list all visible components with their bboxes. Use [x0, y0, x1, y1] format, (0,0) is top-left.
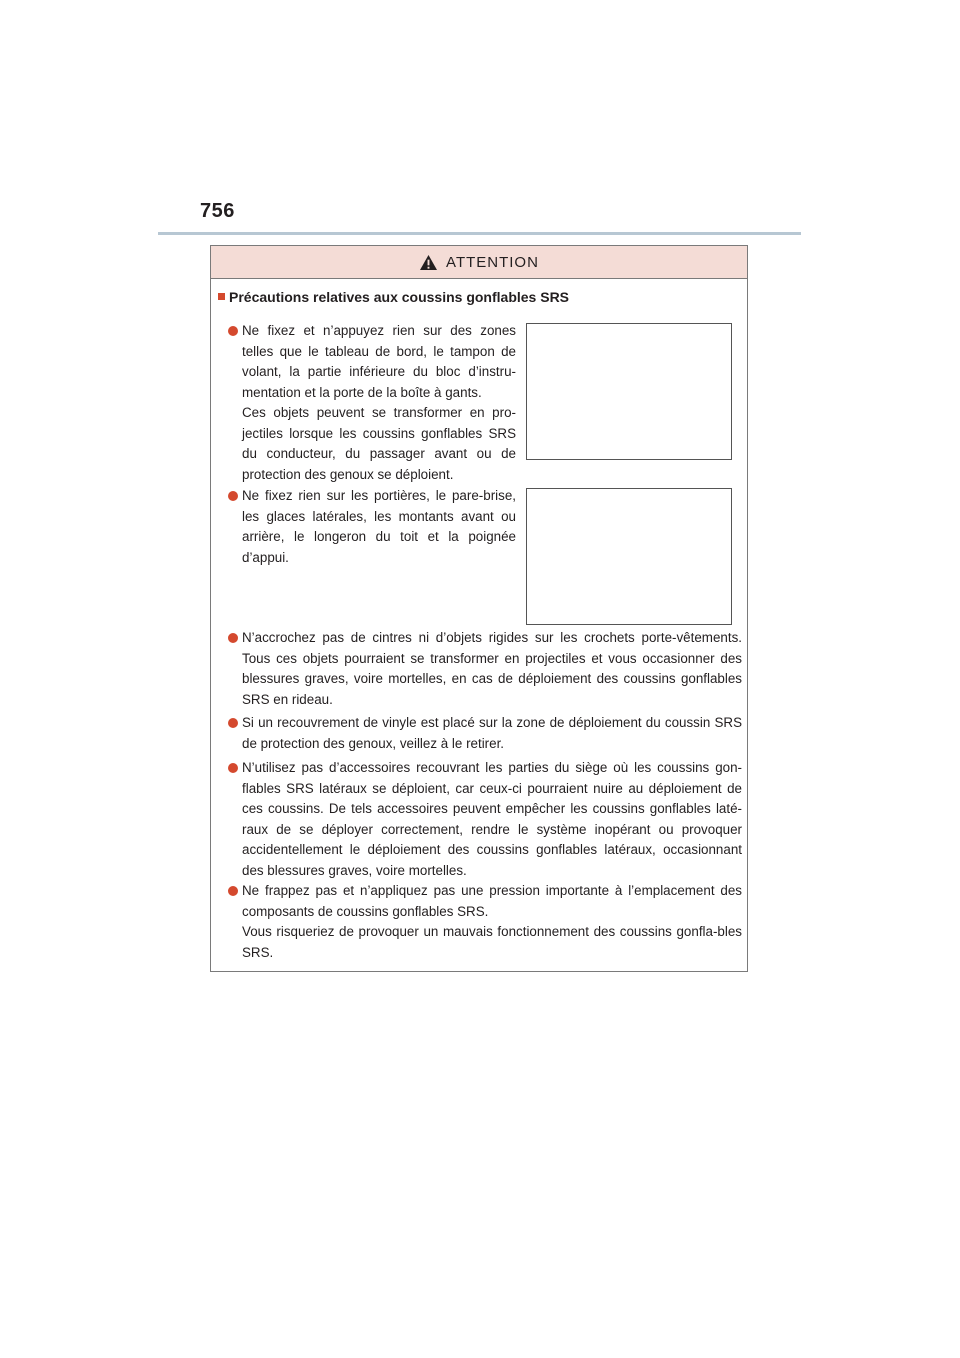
bullet-dot-icon: [228, 491, 238, 501]
bullet-item: [228, 881, 742, 963]
bullet-paragraph: Ne fixez et n’appuyez rien sur des zones telles que le tableau de bord, le tampon de volant, la partie inférieure du bloc d’instru-mentation et la porte de la boîte à gants.: [242, 323, 516, 400]
attention-header: [211, 246, 747, 279]
page-number: 756: [200, 200, 235, 222]
bullet-paragraph: Ne frappez pas et n’appliquez pas une pression importante à l’emplacement des composants de coussins gonflables SRS.: [242, 883, 742, 919]
bullet-paragraph: N’utilisez pas d’accessoires recouvrant les parties du siège où les coussins gon-flables SRS latéraux se déploient, car ceux-ci pourraient nuire au déploiement de ces coussins. De tels accessoires peuvent empêcher les coussins gonflables laté-raux de se déployer correctement, rendre le système inopérant ou provoquer accidentellement le déploiement des coussins gonflables latéraux, occasionnant des blessures graves, voire mortelles.: [242, 760, 742, 878]
warning-triangle-icon: [419, 254, 438, 271]
bullet-paragraph: Vous risqueriez de provoquer un mauvais fonctionnement des coussins gonfla-bles SRS.: [242, 924, 742, 960]
illustration-dashboard: [526, 323, 732, 460]
bullet-item: [228, 758, 742, 881]
header-rule: [158, 232, 801, 235]
bullet-item: [228, 321, 516, 485]
illustration-interior: [526, 488, 732, 625]
bullet-dot-icon: [228, 718, 238, 728]
bullet-paragraph: Ces objets peuvent se transformer en pro-jectiles lorsque les coussins gonflables SRS du conducteur, du passager avant ou de protection des genoux se déploient.: [242, 405, 516, 482]
section-heading: [218, 289, 569, 305]
attention-title: ATTENTION: [446, 253, 539, 271]
bullet-dot-icon: [228, 763, 238, 773]
bullet-item: [228, 713, 742, 754]
bullet-dot-icon: [228, 326, 238, 336]
bullet-paragraph: Ne fixez rien sur les portières, le pare-brise, les glaces latérales, les montants avant ou arrière, le longeron du toit et la poignée d’appui.: [242, 488, 516, 565]
square-bullet-icon: [218, 293, 225, 300]
bullet-dot-icon: [228, 633, 238, 643]
bullet-item: [228, 486, 516, 568]
bullet-paragraph: Si un recouvrement de vinyle est placé sur la zone de déploiement du coussin SRS de protection des genoux, veillez à le retirer.: [242, 715, 742, 751]
bullet-paragraph: N’accrochez pas de cintres ni d’objets rigides sur les crochets porte-vêtements. Tous ces objets pourraient se transformer en projectiles et vous occasionner des blessures graves, voire mortelles, en cas de déploiement des coussins gonflables SRS en rideau.: [242, 630, 742, 707]
bullet-dot-icon: [228, 886, 238, 896]
bullet-item: [228, 628, 742, 710]
section-heading-text: Précautions relatives aux coussins gonflables SRS: [229, 289, 570, 305]
